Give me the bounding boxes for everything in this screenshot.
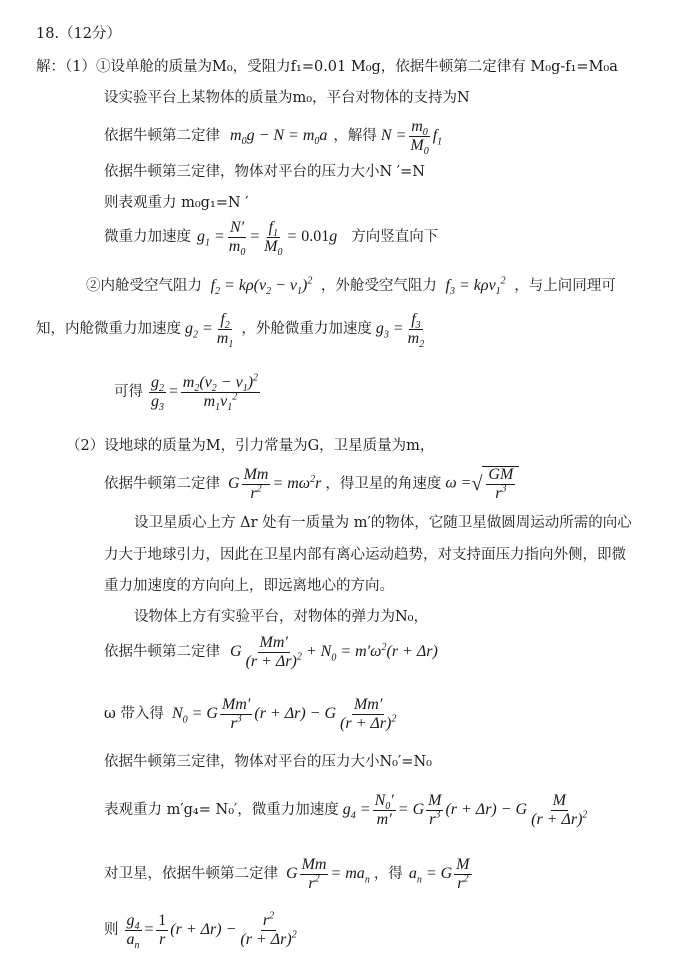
solution-line-12: 设卫星质心上方 Δr 处有一质量为 m′的物体，它随卫星做圆周运动所需的向心 xyxy=(134,515,632,531)
solution-line-7 xyxy=(86,276,616,296)
solution-line-16 xyxy=(104,628,438,676)
equation-satellite-newton: G $\frac{Mm}{r^2}$ = $ma_n$ xyxy=(286,855,370,892)
equation-g4: $g_4$ = $\frac{N_0'}{m'}$ = G $\frac{M}{r^3}$ (r + Δr) − G $\frac{M}{(r + \Delta r)^2}$ xyxy=(342,791,588,828)
equation-an: $a_n = G$ $\frac{M}{r^2}$ xyxy=(408,855,470,892)
equation-g3: $g_3$ = $\frac{f_3}{m_2}$ xyxy=(375,310,425,350)
line-3-text: 依据牛顿第二定律 xyxy=(104,128,220,144)
equation-final-ratio: $\frac{g_4}{a_n}$ = $\frac{1}{r}$ (r + Δr) − $\frac{r^2}{(r + \Delta r)^2}$ xyxy=(126,910,297,951)
solution-line-14: 重力加速度的方向向上，即远离地心的方向。 xyxy=(104,578,394,594)
solution-line-15: 设物体上方有实验平台，对物体的弹力为N₀， xyxy=(134,609,428,625)
solution-line-4: 依据牛顿第三定律，物体对平台的压力大小N ′=N xyxy=(104,164,425,180)
solution-line-1: 解：（1）①设单舱的质量为M₀，受阻力f₁=0.01 M₀g，依据牛顿第二定律有 M₀g-f₁=M₀a xyxy=(36,59,618,75)
line-17-text: ω 带入得 xyxy=(104,706,164,722)
line-20-text: 对卫星，依据牛顿第二定律 xyxy=(104,866,278,882)
line-6-direction: 方向竖直向下 xyxy=(351,229,439,245)
line-21-text: 则 xyxy=(104,922,119,938)
solution-line-3 xyxy=(104,117,443,157)
problem-number: 18.（12分） xyxy=(36,26,122,42)
solution-line-6 xyxy=(104,217,438,257)
line-11-mid: ，得卫星的角速度 xyxy=(325,476,442,492)
solution-line-21 xyxy=(104,906,301,954)
line-6-text: 微重力加速度 xyxy=(104,229,191,245)
line-16-text: 依据牛顿第二定律 xyxy=(104,644,220,660)
solution-line-10: （2）设地球的质量为M，引力常量为G，卫星质量为m， xyxy=(66,438,435,454)
line-7-mid: ，外舱受空气阻力 xyxy=(320,278,437,294)
equation-ratio-g2-g3: $\frac{g_2}{g_3}$ = $\frac{m_2(v_2 - v_1)^2}{m_1v_1^2}$ xyxy=(151,372,259,413)
solution-line-8 xyxy=(36,309,428,349)
equation-g2: $g_2$ = $\frac{f_2}{m_1}$ xyxy=(185,310,234,350)
line-7-text: ②内舱受空气阻力 xyxy=(86,278,202,294)
equation-omega: ω =√ $\frac{GM}{r^3}$ xyxy=(445,466,519,502)
solution-line-9 xyxy=(114,370,262,414)
line-8-mid: ，外舱微重力加速度 xyxy=(241,321,372,337)
solution-line-11 xyxy=(104,462,519,506)
equation-f2: $f_2 = k\rho(v_2 - v_1)^2$ xyxy=(210,275,313,298)
equation-platform-newton: G $\frac{Mm'}{(r + \Delta r)^2}$ + $N_0 = m'\omega^2(r + \Delta r)$ xyxy=(230,633,438,670)
line-7-end: ，与上问同理可 xyxy=(514,278,616,294)
line-8-text: 知，内舱微重力加速度 xyxy=(36,321,181,337)
equation-gravity-centripetal: G $\frac{Mm}{r^2}$ = $m\omega^2r$ xyxy=(228,465,322,502)
line-3-solve-text: ，解得 xyxy=(333,128,377,144)
equation-N-solution: N = $\frac{m_0}{M_0}$ $f_1$ xyxy=(380,117,443,157)
solution-line-18: 依据牛顿第三定律，物体对平台的压力大小N₀′=N₀ xyxy=(104,754,432,770)
solution-line-2: 设实验平台上某物体的质量为m₀，平台对物体的支持为N xyxy=(104,90,470,106)
solution-line-17 xyxy=(104,690,400,738)
equation-f3: $f_3 = k\rho v_1^2$ xyxy=(445,275,506,298)
equation-newton-2nd: $m_0g - N = m_0a$ xyxy=(230,127,328,148)
solution-line-5: 则表观重力 m₀g₁=N ′ xyxy=(104,195,249,211)
equation-N0: $N_0 = G$ $\frac{Mm'}{r^3}$ (r + Δr) − G $\frac{Mm'}{(r + \Delta r)^2}$ xyxy=(171,695,397,732)
line-20-mid: ，得 xyxy=(373,866,403,882)
line-11-text: 依据牛顿第二定律 xyxy=(104,476,220,492)
line-19-text: 表观重力 m′g₄= N₀′，微重力加速度 xyxy=(104,802,339,818)
solution-line-13: 力大于地球引力，因此在卫星内部有离心运动趋势，对支持面压力指向外侧，即微 xyxy=(104,547,626,563)
solution-line-20 xyxy=(104,852,474,896)
equation-g1: $g_1$ = $\frac{N'}{m_0}$ = $\frac{f_1}{M_0}$ = 0.01g xyxy=(197,218,338,258)
line-9-text: 可得 xyxy=(114,384,143,400)
solution-line-19 xyxy=(104,786,591,834)
